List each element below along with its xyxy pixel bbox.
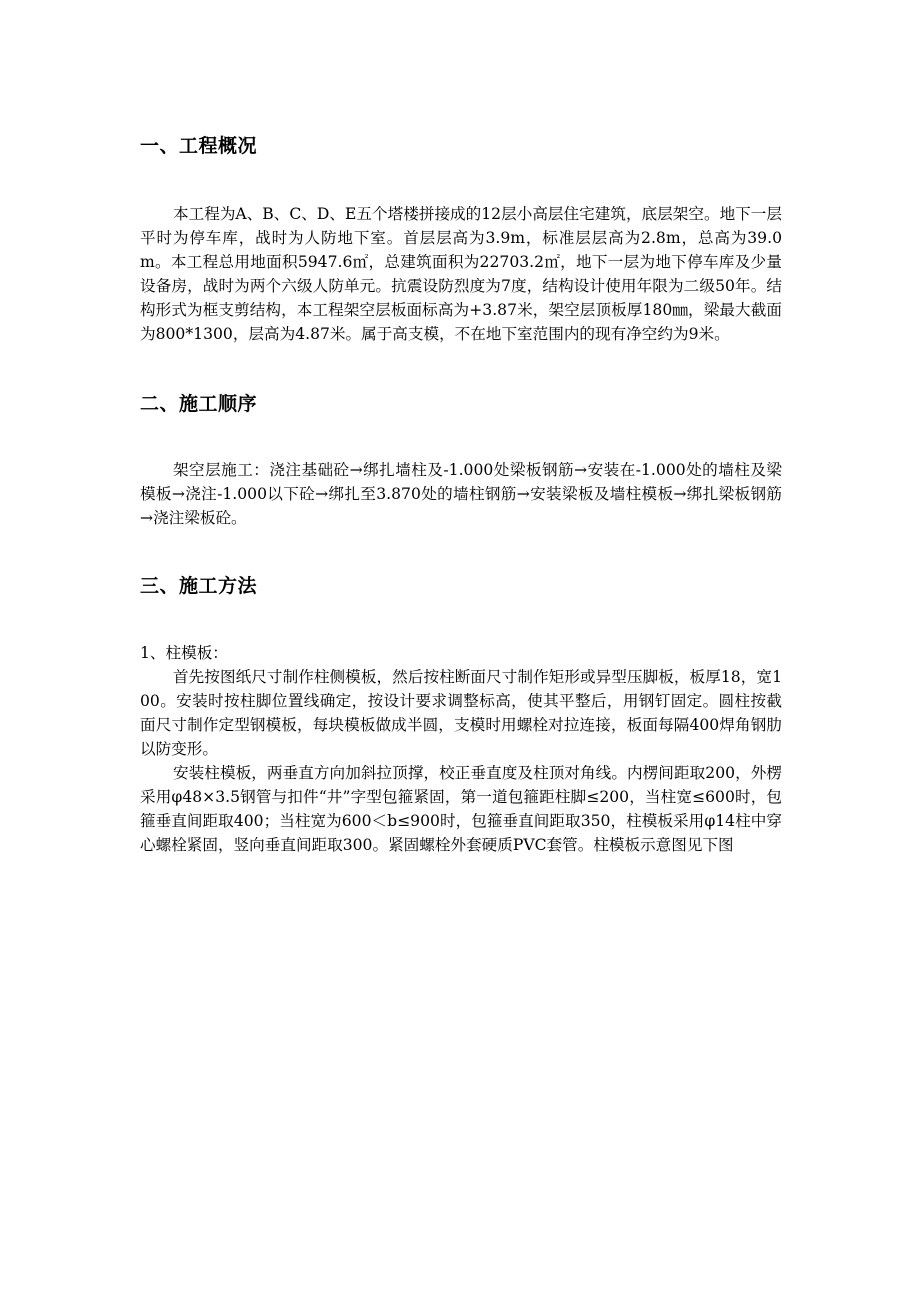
section-heading-method: 三、施工方法 <box>140 575 258 597</box>
method-item-label: 1、柱模板： <box>140 644 228 662</box>
sequence-paragraph: 架空层施工：浇注基础砼→绑扎墙柱及-1.000处梁板钢筋→安装在-1.000处的墙柱及梁模板→浇注-1.000以下砼→绑扎至3.870处的墙柱钢筋→安装梁板及墙柱模板→绑扎梁板钢筋→浇注梁板砼。 <box>140 461 782 527</box>
section-heading-sequence: 二、施工顺序 <box>140 393 258 415</box>
overview-paragraph: 本工程为A、B、C、D、E五个塔楼拼接成的12层小高层住宅建筑，底层架空。地下一层平时为停车库，战时为人防地下室。首层层高为3.9m，标准层层高为2.8m，总高为39.0m。本工程总用地面积5947.6㎡，总建筑面积为22703.2㎡，地下一层为地下停车库及少量设备房，战时为两个六级人防单元。抗震设防烈度为7度，结构设计使用年限为二级50年。结构形式为框支剪结构，本工程架空层板面标高为+3.87米，架空层顶板厚180㎜，梁最大截面为800*1300，层高为4.87米。属于高支模，不在地下室范围内的现有净空约为9米。 <box>140 205 782 343</box>
method-paragraph-1: 首先按图纸尺寸制作柱侧模板，然后按柱断面尺寸制作矩形或异型压脚板，板厚18，宽100。安装时按柱脚位置线确定，按设计要求调整标高，使其平整后，用钢钉固定。圆柱按截面尺寸制作定型钢模板，每块模板做成半圆，支模时用螺栓对拉连接，板面每隔400焊角钢肋以防变形。 <box>140 668 782 758</box>
method-paragraph-2: 安装柱模板，两垂直方向加斜拉顶撑，校正垂直度及柱顶对角线。内楞间距取200，外楞采用φ48×3.5钢管与扣件“井”字型包箍紧固，第一道包箍距柱脚≤200，当柱宽≤600时，包箍垂直间距取400；当柱宽为600＜b≤900时，包箍垂直间距取350，柱模板采用φ14柱中穿心螺栓紧固，竖向垂直间距取300。紧固螺栓外套硬质PVC套管。柱模板示意图见下图 <box>140 764 782 854</box>
section-heading-overview: 一、工程概况 <box>140 135 258 157</box>
